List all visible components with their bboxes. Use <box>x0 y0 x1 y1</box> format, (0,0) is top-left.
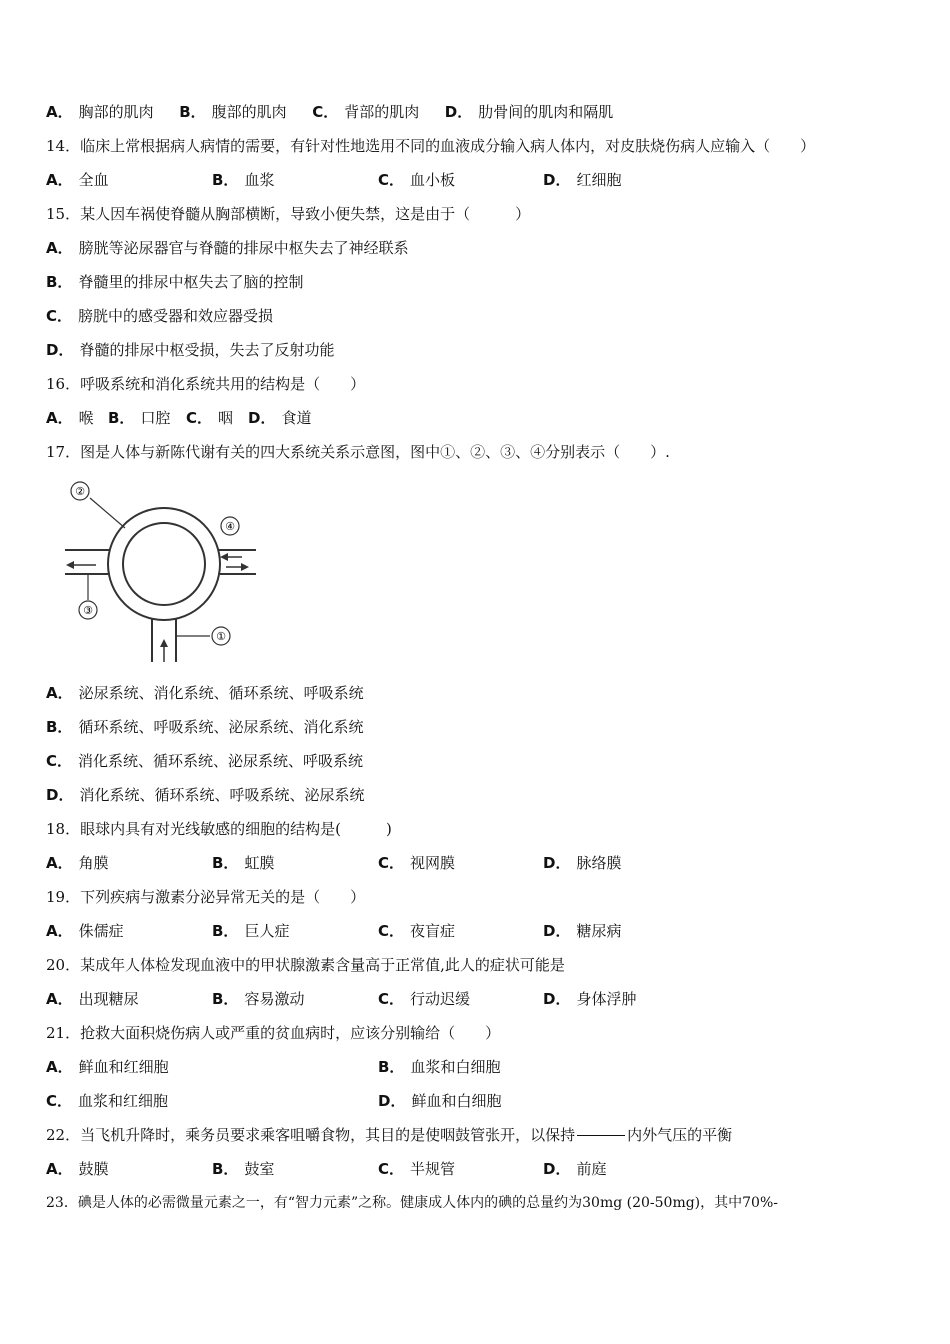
q22-option-a[interactable] <box>46 1159 109 1179</box>
option-label: D． <box>444 103 473 121</box>
option-text: 脉络膜 <box>576 854 622 872</box>
q15-option-b[interactable] <box>46 272 303 292</box>
option-label: D． <box>46 786 74 804</box>
q15-option-a[interactable] <box>46 238 409 258</box>
question-22-stem <box>46 1125 732 1145</box>
option-label: B． <box>212 854 239 872</box>
label-four: ④ <box>225 520 235 533</box>
option-text: 夜盲症 <box>410 922 456 940</box>
q14-option-c[interactable] <box>378 170 455 190</box>
option-text: 鲜血和白细胞 <box>411 1092 502 1110</box>
q18-option-c[interactable] <box>378 853 455 873</box>
q13-options <box>46 102 613 122</box>
leader-two <box>90 498 125 528</box>
q19-option-d[interactable] <box>543 921 621 941</box>
option-label: C． <box>186 409 213 427</box>
option-label: C． <box>46 307 73 325</box>
q16-option-c[interactable] <box>186 408 233 428</box>
option-text: 食道 <box>281 409 312 427</box>
q21-option-c[interactable] <box>46 1091 168 1111</box>
q22-option-c[interactable] <box>378 1159 455 1179</box>
option-text: 全血 <box>78 171 109 189</box>
q20-option-d[interactable] <box>543 989 636 1009</box>
option-label: A． <box>46 1058 73 1076</box>
option-label: C． <box>378 1160 405 1178</box>
q14-option-d[interactable] <box>543 170 621 190</box>
question-16-stem: 16．呼吸系统和消化系统共用的结构是（ ） <box>46 375 366 393</box>
q17-option-b[interactable] <box>46 717 363 737</box>
option-text: 血浆和白细胞 <box>410 1058 501 1076</box>
option-label: B． <box>212 990 239 1008</box>
option-label: C． <box>378 922 405 940</box>
option-label: A． <box>46 854 73 872</box>
q16-option-b[interactable] <box>108 408 170 428</box>
q14-option-b[interactable] <box>212 170 274 190</box>
option-text: 角膜 <box>78 854 109 872</box>
option-label: D． <box>543 922 571 940</box>
option-text: 血浆和红细胞 <box>78 1092 169 1110</box>
option-label: C． <box>46 1092 73 1110</box>
q14-option-a[interactable] <box>46 170 109 190</box>
option-label: D． <box>248 409 276 427</box>
q18-option-d[interactable] <box>543 853 621 873</box>
q18-option-a[interactable] <box>46 853 109 873</box>
option-text: 消化系统、循环系统、呼吸系统、泌尿系统 <box>79 786 365 804</box>
right-arrow-in-head <box>220 553 228 561</box>
q15-option-d[interactable] <box>46 340 334 360</box>
option-text: 膀胱等泌尿器官与脊髓的排尿中枢失去了神经联系 <box>78 239 409 257</box>
q16-option-a[interactable] <box>46 408 94 428</box>
option-text: 口腔 <box>140 409 171 427</box>
label-three: ③ <box>83 604 93 617</box>
option-label: A． <box>46 409 73 427</box>
option-text: 咽 <box>218 409 234 427</box>
question-21-stem: 21．抢救大面积烧伤病人或严重的贫血病时，应该分别输给（ ） <box>46 1024 501 1042</box>
q15-option-c[interactable] <box>46 306 273 326</box>
label-one: ① <box>216 630 226 643</box>
option-text: 半规管 <box>410 1160 456 1178</box>
q22-option-d[interactable] <box>543 1159 606 1179</box>
q21-option-a[interactable] <box>46 1057 169 1077</box>
option-text: 糖尿病 <box>576 922 622 940</box>
option-text: 胸部的肌肉 <box>78 103 154 121</box>
option-text: 容易激动 <box>244 990 305 1008</box>
option-label: B． <box>108 409 135 427</box>
right-arrow-out-head <box>241 563 249 571</box>
option-text: 视网膜 <box>410 854 456 872</box>
option-label: B． <box>378 1058 405 1076</box>
option-label: D． <box>378 1092 406 1110</box>
option-text: 前庭 <box>576 1160 607 1178</box>
option-label: C． <box>378 854 405 872</box>
q17-option-a[interactable] <box>46 683 364 703</box>
option-text: 腹部的肌肉 <box>211 103 287 121</box>
four-systems-diagram <box>60 478 260 668</box>
option-label: D． <box>543 854 571 872</box>
q21-option-d[interactable] <box>378 1091 501 1111</box>
option-label: B． <box>212 922 239 940</box>
q19-option-b[interactable] <box>212 921 289 941</box>
option-text: 膀胱中的感受器和效应器受损 <box>78 307 274 325</box>
q16-option-d[interactable] <box>248 408 311 428</box>
option-text: 虹膜 <box>244 854 275 872</box>
option-text: 出现糖尿 <box>78 990 139 1008</box>
answer-blank[interactable] <box>577 1135 625 1136</box>
q20-option-c[interactable] <box>378 989 470 1009</box>
option-text: 鼓室 <box>244 1160 275 1178</box>
option-text: 肋骨间的肌肉和隔肌 <box>478 103 614 121</box>
q20-option-a[interactable] <box>46 989 139 1009</box>
question-17-stem: 17．图是人体与新陈代谢有关的四大系统关系示意图，图中①、②、③、④分别表示（ ）. <box>46 443 670 461</box>
option-label: B． <box>212 171 239 189</box>
option-text: 红细胞 <box>576 171 622 189</box>
q19-option-a[interactable] <box>46 921 124 941</box>
option-text: 行动迟缓 <box>410 990 471 1008</box>
option-label: A． <box>46 684 73 702</box>
option-text: 血小板 <box>410 171 456 189</box>
option-label: B． <box>46 273 73 291</box>
option-label: D． <box>543 1160 571 1178</box>
option-label: D． <box>543 171 571 189</box>
option-label: A． <box>46 171 73 189</box>
option-label: D． <box>543 990 571 1008</box>
option-text: 身体浮肿 <box>576 990 637 1008</box>
option-label: B． <box>46 718 73 736</box>
option-text: 鲜血和红细胞 <box>78 1058 169 1076</box>
option-label: B． <box>212 1160 239 1178</box>
left-arrow-head <box>66 561 74 569</box>
stem-after-blank: 内外气压的平衡 <box>627 1126 733 1144</box>
q19-option-c[interactable] <box>378 921 455 941</box>
q18-option-b[interactable] <box>212 853 274 873</box>
option-text: 鼓膜 <box>78 1160 109 1178</box>
stem-before-blank: 22．当飞机升降时，乘务员要求乘客咀嚼食物，其目的是使咽鼓管张开，以保持 <box>46 1126 576 1144</box>
option-text: 循环系统、呼吸系统、泌尿系统、消化系统 <box>78 718 364 736</box>
option-text: 泌尿系统、消化系统、循环系统、呼吸系统 <box>78 684 364 702</box>
question-19-stem: 19．下列疾病与激素分泌异常无关的是（ ） <box>46 888 366 906</box>
option-label: A． <box>46 990 73 1008</box>
outer-ring <box>108 508 220 620</box>
q17-option-d[interactable] <box>46 785 364 805</box>
option-label: B． <box>179 103 206 121</box>
q20-option-b[interactable] <box>212 989 304 1009</box>
option-label: D． <box>46 341 74 359</box>
question-23-stem: 23．碘是人体的必需微量元素之一，有“智力元素”之称。健康成人体内的碘的总量约为30mg (20-50mg)，其中70%- <box>46 1195 778 1211</box>
q17-option-c[interactable] <box>46 751 363 771</box>
option-text: 消化系统、循环系统、泌尿系统、呼吸系统 <box>78 752 364 770</box>
option-label: A． <box>46 103 73 121</box>
option-text: 侏儒症 <box>78 922 124 940</box>
question-15-stem: 15．某人因车祸使脊髓从胸部横断，导致小便失禁，这是由于（ ） <box>46 205 531 223</box>
option-label: C． <box>46 752 73 770</box>
label-two: ② <box>75 485 85 498</box>
option-text: 脊髓里的排尿中枢失去了脑的控制 <box>78 273 304 291</box>
question-18-stem: 18．眼球内具有对光线敏感的细胞的结构是( ) <box>46 820 392 838</box>
option-label: A． <box>46 922 73 940</box>
inner-ring <box>123 523 205 605</box>
option-text: 脊髓的排尿中枢受损，失去了反射功能 <box>79 341 335 359</box>
option-label: A． <box>46 239 73 257</box>
option-text: 喉 <box>78 409 94 427</box>
option-text: 巨人症 <box>244 922 290 940</box>
q21-option-b[interactable] <box>378 1057 500 1077</box>
option-text: 背部的肌肉 <box>344 103 420 121</box>
option-text: 血浆 <box>244 171 275 189</box>
question-14-stem: 14．临床上常根据病人病情的需要，有针对性地选用不同的血液成分输入病人体内，对皮肤烧伤病人应输入（ ） <box>46 137 816 155</box>
option-label: C． <box>378 171 405 189</box>
bottom-arrow-head <box>160 639 168 647</box>
option-label: C． <box>312 103 339 121</box>
q22-option-b[interactable] <box>212 1159 274 1179</box>
option-label: A． <box>46 1160 73 1178</box>
question-20-stem: 20．某成年人体检发现血液中的甲状腺激素含量高于正常值,此人的症状可能是 <box>46 956 565 974</box>
option-label: C． <box>378 990 405 1008</box>
